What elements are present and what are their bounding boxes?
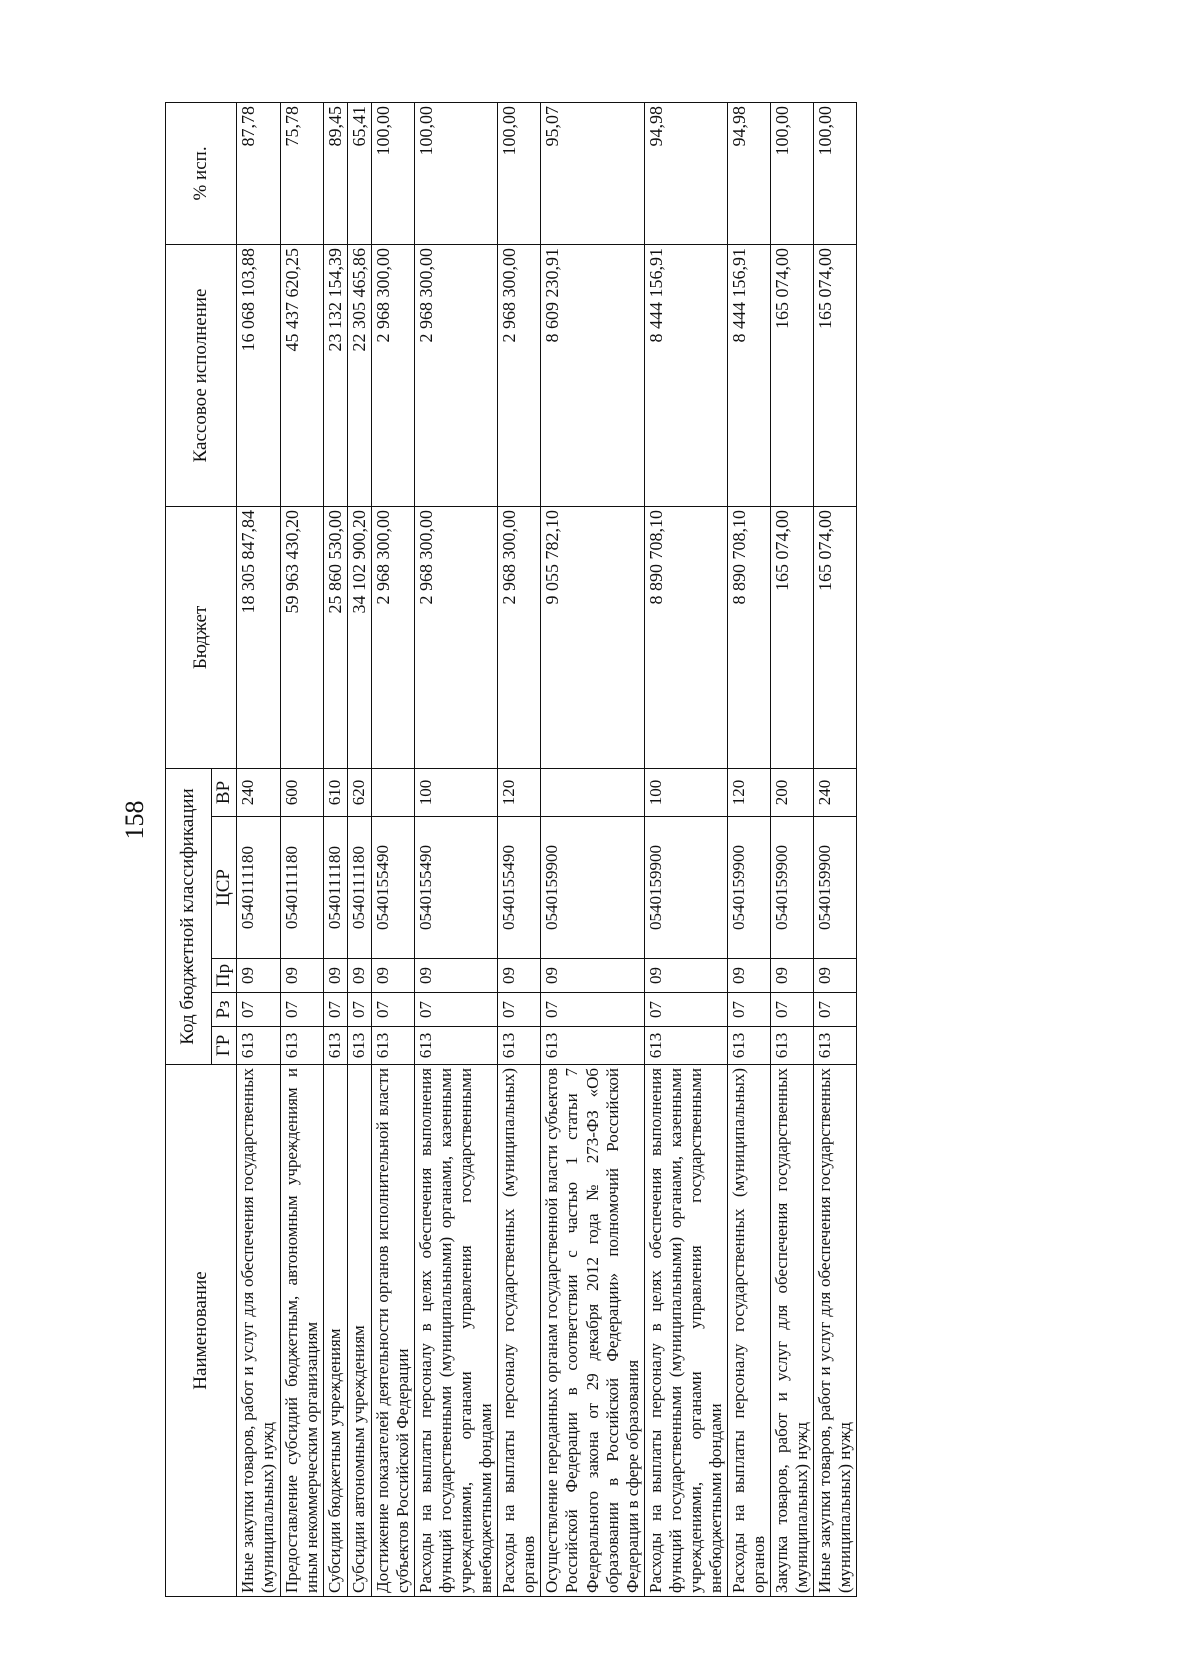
row-rz: 07 — [415, 993, 498, 1027]
row-csr: 0540159900 — [644, 817, 727, 959]
row-pr: 09 — [814, 959, 857, 993]
row-cash: 2 968 300,00 — [498, 244, 541, 506]
row-pr: 09 — [727, 959, 770, 993]
row-name: Осуществление переданных органам государственной власти субъектов Российской Федерации в соответствии с частью 1 статьи 7 Федерального закона от 29 декабря 2012 года № 273-ФЗ «Об образовании в Российской Федерации» полномочий Российской Федерации в сфере образования — [541, 1065, 644, 1597]
page-number: 158 — [120, 800, 149, 840]
row-cash: 23 132 154,39 — [323, 244, 347, 506]
header-vr: ВР — [212, 768, 237, 816]
table-row — [644, 102, 727, 1596]
row-gr: 613 — [727, 1027, 770, 1065]
row-gr: 613 — [415, 1027, 498, 1065]
row-vr: 100 — [415, 768, 498, 816]
row-budget: 2 968 300,00 — [372, 506, 415, 768]
table-row — [727, 102, 770, 1596]
rotated-table-wrapper — [165, 103, 1020, 1597]
table-row — [372, 102, 415, 1596]
row-cash: 45 437 620,25 — [280, 244, 323, 506]
budget-execution-table — [165, 102, 857, 1597]
row-gr: 613 — [347, 1027, 371, 1065]
header-code-group: Код бюджетной классификации — [166, 768, 212, 1064]
row-csr: 0540111180 — [237, 817, 280, 959]
table-row — [814, 102, 857, 1596]
row-cash: 2 968 300,00 — [372, 244, 415, 506]
header-rz: Рз — [212, 993, 237, 1027]
row-name: Иные закупки товаров, работ и услуг для обеспечения государственных (муниципальных) нужд — [237, 1065, 280, 1597]
row-gr: 613 — [280, 1027, 323, 1065]
row-name: Предоставление субсидий бюджетным, автономным учреждениям и иным некоммерческим организациям — [280, 1065, 323, 1597]
row-vr — [541, 768, 644, 816]
row-gr: 613 — [644, 1027, 727, 1065]
table-row — [541, 102, 644, 1596]
row-csr: 0540159900 — [814, 817, 857, 959]
row-percent: 94,98 — [644, 102, 727, 244]
row-csr: 0540155490 — [498, 817, 541, 959]
table-row — [237, 102, 280, 1596]
row-gr: 613 — [498, 1027, 541, 1065]
row-vr: 240 — [814, 768, 857, 816]
header-budget: Бюджет — [166, 506, 237, 768]
row-name: Субсидии автономным учреждениям — [347, 1065, 371, 1597]
row-name: Субсидии бюджетным учреждениям — [323, 1065, 347, 1597]
row-name: Расходы на выплаты персоналу государственных (муниципальных) органов — [727, 1065, 770, 1597]
table-body — [237, 102, 857, 1596]
row-csr: 0540111180 — [323, 817, 347, 959]
row-rz: 07 — [814, 993, 857, 1027]
row-csr: 0540155490 — [372, 817, 415, 959]
row-budget: 25 860 530,00 — [323, 506, 347, 768]
row-budget: 59 963 430,20 — [280, 506, 323, 768]
row-rz: 07 — [644, 993, 727, 1027]
row-pr: 09 — [372, 959, 415, 993]
row-percent: 87,78 — [237, 102, 280, 244]
table-row — [323, 102, 347, 1596]
row-gr: 613 — [323, 1027, 347, 1065]
row-cash: 22 305 465,86 — [347, 244, 371, 506]
row-percent: 95,07 — [541, 102, 644, 244]
row-pr: 09 — [347, 959, 371, 993]
row-pr: 09 — [237, 959, 280, 993]
row-cash: 165 074,00 — [814, 244, 857, 506]
row-budget: 18 305 847,84 — [237, 506, 280, 768]
rotated-page — [165, 103, 1020, 1597]
row-name: Расходы на выплаты персоналу в целях обеспечения выполнения функций государственными (муниципальными) органами, казенными учреждениями, органами управления государственными внебюджетными фондами — [644, 1065, 727, 1597]
row-rz: 07 — [541, 993, 644, 1027]
row-csr: 0540159900 — [541, 817, 644, 959]
row-name: Закупка товаров, работ и услуг для обеспечения государственных (муниципальных) нужд — [770, 1065, 813, 1597]
row-budget: 9 055 782,10 — [541, 506, 644, 768]
row-rz: 07 — [347, 993, 371, 1027]
row-name: Расходы на выплаты персоналу государственных (муниципальных) органов — [498, 1065, 541, 1597]
row-vr — [372, 768, 415, 816]
row-rz: 07 — [727, 993, 770, 1027]
row-cash: 8 444 156,91 — [727, 244, 770, 506]
row-csr: 0540111180 — [347, 817, 371, 959]
row-name: Иные закупки товаров, работ и услуг для обеспечения государственных (муниципальных) нужд — [814, 1065, 857, 1597]
row-percent: 100,00 — [372, 102, 415, 244]
row-percent: 100,00 — [770, 102, 813, 244]
row-gr: 613 — [770, 1027, 813, 1065]
row-csr: 0540111180 — [280, 817, 323, 959]
row-rz: 07 — [498, 993, 541, 1027]
header-csr: ЦСР — [212, 817, 237, 959]
row-budget: 2 968 300,00 — [415, 506, 498, 768]
header-percent: % исп. — [166, 102, 237, 244]
row-cash: 165 074,00 — [770, 244, 813, 506]
row-percent: 100,00 — [814, 102, 857, 244]
row-vr: 600 — [280, 768, 323, 816]
row-budget: 34 102 900,20 — [347, 506, 371, 768]
row-pr: 09 — [644, 959, 727, 993]
row-gr: 613 — [541, 1027, 644, 1065]
row-budget: 165 074,00 — [770, 506, 813, 768]
row-pr: 09 — [541, 959, 644, 993]
row-vr: 240 — [237, 768, 280, 816]
row-name: Достижение показателей деятельности органов исполнительной власти субъектов Российской Федерации — [372, 1065, 415, 1597]
row-name: Расходы на выплаты персоналу в целях обеспечения выполнения функций государственными (муниципальными) органами, казенными учреждениями, органами управления государственными внебюджетными фондами — [415, 1065, 498, 1597]
row-cash: 8 444 156,91 — [644, 244, 727, 506]
table-row — [498, 102, 541, 1596]
row-percent: 75,78 — [280, 102, 323, 244]
row-rz: 07 — [770, 993, 813, 1027]
table-row — [280, 102, 323, 1596]
row-budget: 2 968 300,00 — [498, 506, 541, 768]
table-row — [347, 102, 371, 1596]
row-budget: 8 890 708,10 — [644, 506, 727, 768]
table-row — [770, 102, 813, 1596]
header-pr: Пр — [212, 959, 237, 993]
row-csr: 0540159900 — [770, 817, 813, 959]
row-pr: 09 — [415, 959, 498, 993]
row-rz: 07 — [372, 993, 415, 1027]
row-pr: 09 — [280, 959, 323, 993]
row-pr: 09 — [323, 959, 347, 993]
row-budget: 8 890 708,10 — [727, 506, 770, 768]
row-percent: 65,41 — [347, 102, 371, 244]
header-gr: ГР — [212, 1027, 237, 1065]
row-gr: 613 — [814, 1027, 857, 1065]
row-percent: 100,00 — [415, 102, 498, 244]
row-cash: 16 068 103,88 — [237, 244, 280, 506]
row-csr: 0540155490 — [415, 817, 498, 959]
header-name: Наименование — [166, 1065, 237, 1597]
row-budget: 165 074,00 — [814, 506, 857, 768]
row-rz: 07 — [280, 993, 323, 1027]
row-vr: 610 — [323, 768, 347, 816]
row-percent: 89,45 — [323, 102, 347, 244]
row-cash: 2 968 300,00 — [415, 244, 498, 506]
row-vr: 100 — [644, 768, 727, 816]
row-gr: 613 — [237, 1027, 280, 1065]
row-cash: 8 609 230,91 — [541, 244, 644, 506]
row-percent: 94,98 — [727, 102, 770, 244]
row-vr: 120 — [727, 768, 770, 816]
row-pr: 09 — [498, 959, 541, 993]
row-rz: 07 — [323, 993, 347, 1027]
row-rz: 07 — [237, 993, 280, 1027]
row-gr: 613 — [372, 1027, 415, 1065]
row-percent: 100,00 — [498, 102, 541, 244]
table-row — [415, 102, 498, 1596]
row-pr: 09 — [770, 959, 813, 993]
row-csr: 0540159900 — [727, 817, 770, 959]
row-vr: 620 — [347, 768, 371, 816]
row-vr: 200 — [770, 768, 813, 816]
header-cash: Кассовое исполнение — [166, 244, 237, 506]
row-vr: 120 — [498, 768, 541, 816]
